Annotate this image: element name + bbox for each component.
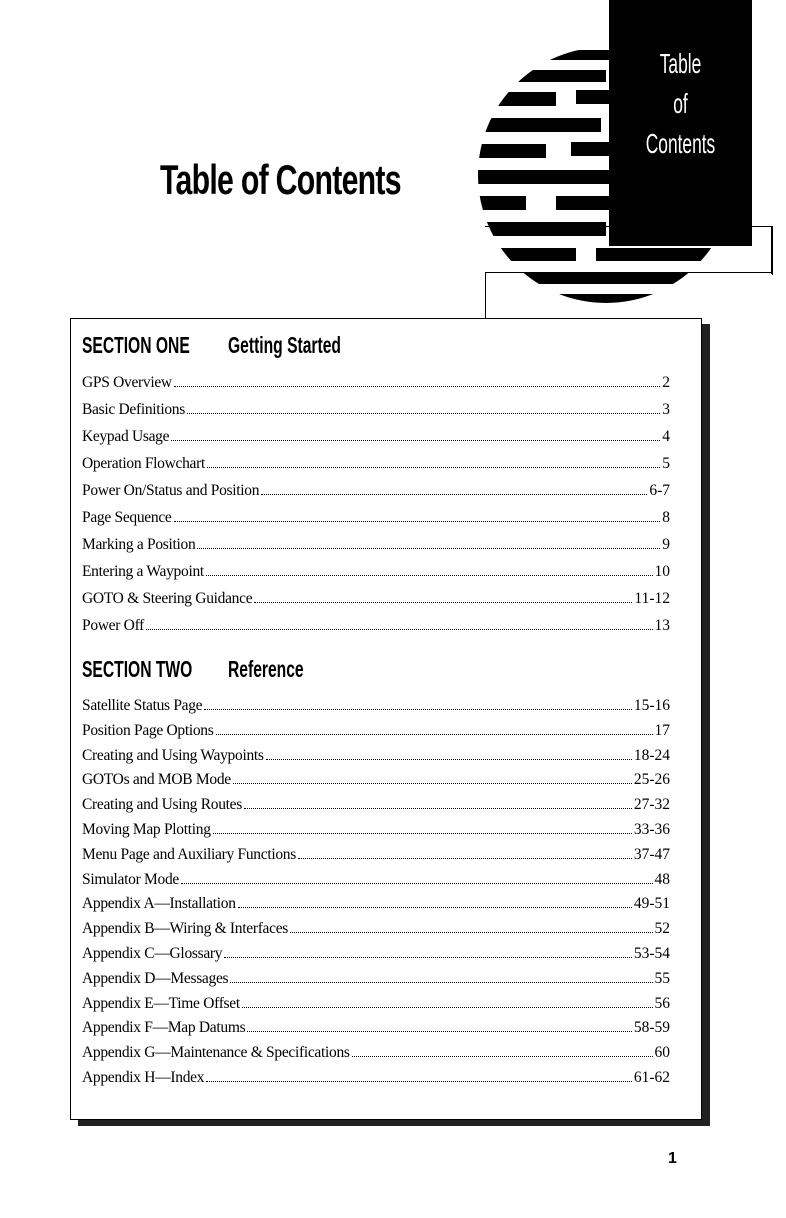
- toc-entry-label: Simulator Mode: [82, 870, 179, 888]
- toc-entry: [82, 868, 670, 893]
- toc-leader-dots: [247, 1031, 631, 1032]
- tab-line-2: of: [673, 88, 688, 119]
- toc-leader-dots: [224, 957, 632, 958]
- toc-leader-dots: [174, 521, 661, 522]
- toc-entry-label: GOTOs and MOB Mode: [82, 771, 231, 789]
- toc-entry-label: Marking a Position: [82, 536, 196, 553]
- toc-entry-page: 53-54: [633, 944, 670, 962]
- toc-entry: [82, 504, 670, 531]
- toc-entry-label: Appendix C—Glossary: [82, 944, 223, 962]
- toc-entry-page: 4: [662, 428, 670, 445]
- toc-entry: [82, 719, 670, 744]
- toc-entry-label: Position Page Options: [82, 721, 214, 739]
- toc-entry-page: 52: [654, 920, 670, 938]
- toc-entry-label: Satellite Status Page: [82, 697, 203, 714]
- toc-leader-dots: [261, 494, 647, 495]
- toc-entry-label: Appendix B—Wiring & Interfaces: [82, 920, 289, 938]
- toc-entry-page: 2: [662, 374, 670, 391]
- toc-entry-label: Creating and Using Routes: [82, 796, 242, 814]
- toc-entry-label: Appendix F—Map Datums: [82, 1019, 246, 1037]
- toc-entry-label: GOTO & Steering Guidance: [82, 590, 253, 607]
- toc-entry-page: 55: [654, 969, 670, 987]
- toc-entry-label: Appendix A—Installation: [82, 895, 236, 913]
- toc-entry: [82, 818, 670, 843]
- toc-entry: [82, 585, 670, 612]
- toc-entry: [82, 1041, 670, 1066]
- toc-entry: [82, 967, 670, 992]
- toc-entry-label: Appendix D—Messages: [82, 969, 229, 987]
- page-number: 1: [668, 1150, 677, 1167]
- toc-entry-page: 56: [654, 994, 670, 1012]
- toc-leader-dots: [181, 883, 653, 884]
- toc-leader-dots: [204, 709, 632, 710]
- toc-entry-label: Power On/Status and Position: [82, 482, 260, 499]
- toc-entry-page: 6-7: [649, 482, 670, 499]
- section-two-title: Reference: [228, 656, 304, 682]
- toc-entry-page: 37-47: [633, 845, 670, 863]
- toc-leader-dots: [174, 386, 660, 387]
- toc-entry-label: Entering a Waypoint: [82, 563, 204, 580]
- toc-entry: [82, 612, 670, 639]
- toc-entry: [82, 793, 670, 818]
- toc-entry-label: GPS Overview: [82, 374, 172, 391]
- toc-entry: [82, 744, 670, 769]
- toc-entry: [82, 843, 670, 868]
- toc-entry-label: Operation Flowchart: [82, 455, 206, 472]
- toc-entry: [82, 694, 670, 719]
- toc-entry-page: 58-59: [633, 1019, 670, 1037]
- toc-entry-page: 9: [662, 536, 670, 553]
- toc-entry: [82, 423, 670, 450]
- toc-entry-label: Page Sequence: [82, 509, 172, 526]
- section-two-label: SECTION TWO: [82, 656, 193, 682]
- tab-line-1: Table: [659, 48, 702, 79]
- toc-entry-page: 61-62: [633, 1068, 670, 1086]
- toc-entry: [82, 917, 670, 942]
- toc-entry-label: Menu Page and Auxiliary Functions: [82, 845, 296, 863]
- toc-entry-label: Appendix E—Time Offset: [82, 994, 240, 1012]
- section-one-title: Getting Started: [228, 332, 341, 358]
- toc-leader-dots: [254, 602, 632, 603]
- toc-entry-page: 5: [662, 455, 670, 472]
- toc-leader-dots: [207, 467, 660, 468]
- toc-leader-dots: [352, 1056, 653, 1057]
- toc-leader-dots: [242, 1007, 653, 1008]
- toc-entry-page: 27-32: [633, 796, 670, 814]
- section-one-list: [82, 369, 670, 639]
- toc-entry: [82, 1016, 670, 1041]
- toc-entry: [82, 768, 670, 793]
- toc-entry: [82, 369, 670, 396]
- toc-leader-dots: [298, 858, 632, 859]
- toc-entry: [82, 892, 670, 917]
- toc-entry-label: Power Off: [82, 617, 145, 634]
- tab-line-3: Contents: [645, 128, 716, 159]
- section-two-list: [82, 694, 670, 1091]
- toc-entry-label: Appendix G—Maintenance & Specifications: [82, 1044, 350, 1062]
- toc-entry: [82, 1066, 670, 1091]
- toc-leader-dots: [187, 413, 660, 414]
- toc-entry-page: 33-36: [633, 820, 670, 838]
- toc-leader-dots: [290, 932, 652, 933]
- toc-leader-dots: [197, 548, 660, 549]
- toc-entry: [82, 531, 670, 558]
- section-tab: [609, 0, 752, 246]
- toc-entry-label: Keypad Usage: [82, 428, 170, 445]
- toc-entry-page: 8: [662, 509, 670, 526]
- toc-entry-page: 17: [654, 721, 670, 739]
- toc-entry-page: 18-24: [633, 746, 670, 764]
- toc-entry-label: Moving Map Plotting: [82, 820, 211, 838]
- toc-leader-dots: [206, 1081, 632, 1082]
- toc-entry: [82, 992, 670, 1017]
- toc-entry-label: Appendix H—Index: [82, 1068, 205, 1086]
- toc-entry-page: 48: [654, 870, 670, 888]
- toc-entry-page: 15-16: [633, 697, 670, 714]
- toc-entry: [82, 450, 670, 477]
- toc-leader-dots: [206, 575, 653, 576]
- toc-leader-dots: [266, 759, 632, 760]
- tab-frame-edge: [771, 226, 773, 274]
- toc-leader-dots: [230, 982, 652, 983]
- toc-entry-page: 49-51: [633, 895, 670, 913]
- section-one-label: SECTION ONE: [82, 332, 190, 358]
- toc-entry-page: 11-12: [634, 590, 670, 607]
- tab-frame-lower: [485, 272, 772, 321]
- toc-entry-page: 3: [662, 401, 670, 418]
- toc-leader-dots: [233, 783, 632, 784]
- toc-entry: [82, 477, 670, 504]
- toc-leader-dots: [146, 629, 652, 630]
- toc-leader-dots: [238, 907, 632, 908]
- toc-entry-label: Basic Definitions: [82, 401, 185, 418]
- toc-leader-dots: [244, 808, 632, 809]
- toc-entry: [82, 396, 670, 423]
- toc-leader-dots: [213, 833, 632, 834]
- toc-entry: [82, 942, 670, 967]
- toc-entry: [82, 558, 670, 585]
- toc-leader-dots: [171, 440, 660, 441]
- toc-entry-page: 60: [654, 1044, 670, 1062]
- toc-entry-page: 13: [654, 617, 670, 634]
- toc-leader-dots: [216, 734, 653, 735]
- box-shadow-right: [701, 324, 710, 1124]
- toc-entry-label: Creating and Using Waypoints: [82, 746, 264, 764]
- toc-entry-page: 10: [654, 563, 670, 580]
- toc-entry-page: 25-26: [633, 771, 670, 789]
- page-title: Table of Contents: [160, 156, 401, 203]
